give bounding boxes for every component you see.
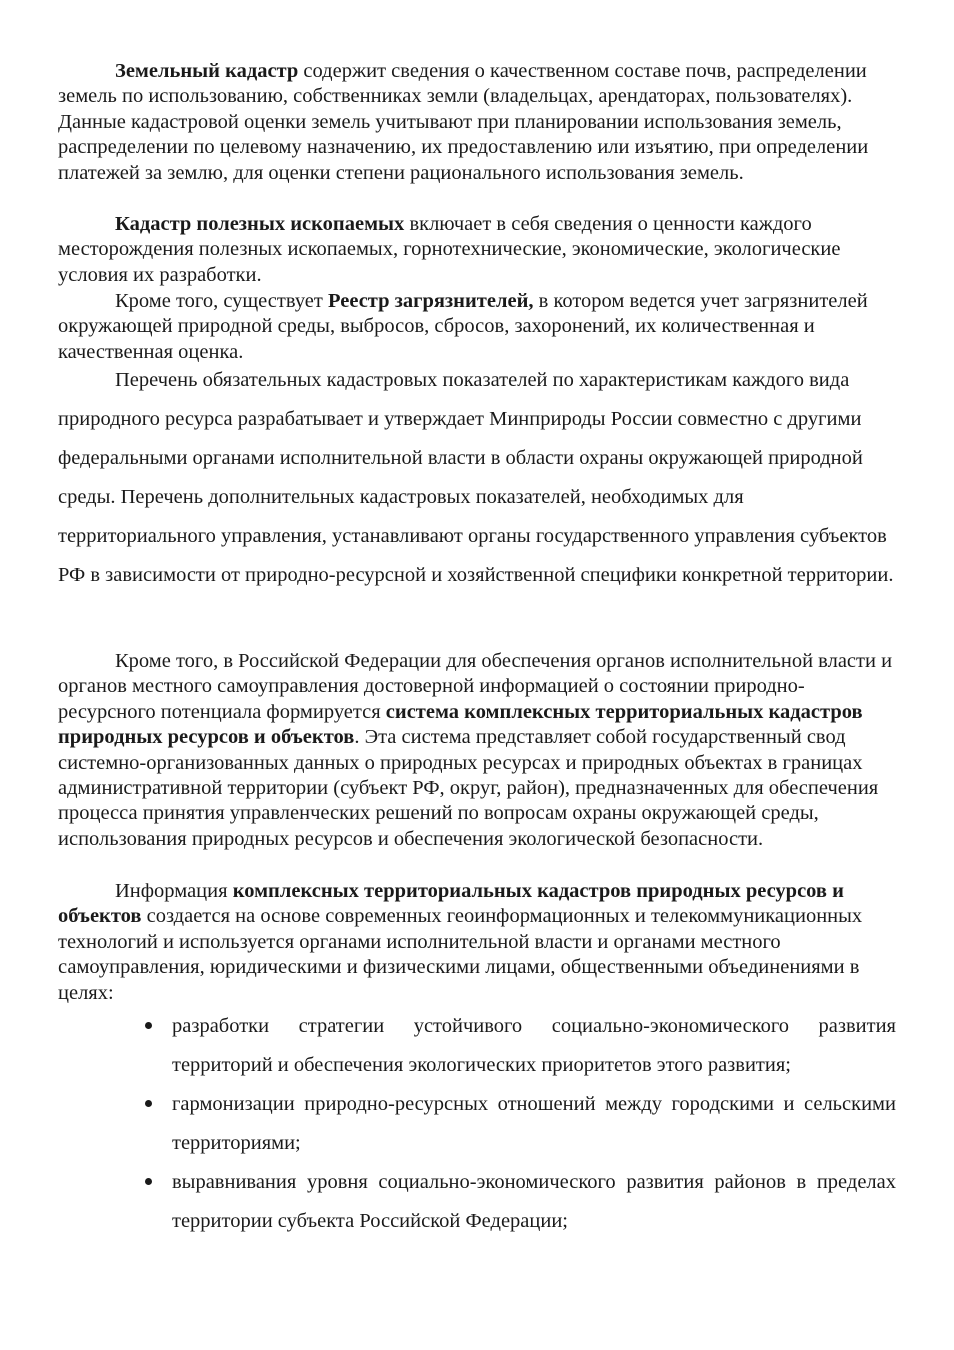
list-item bbox=[0, 1163, 954, 1241]
term-complex-cadastre: комплексных территориальных кадастров природных ресурсов и объектов bbox=[58, 880, 844, 928]
paragraph-pollutant-registry bbox=[58, 289, 898, 365]
term-complex-cadastre-system: система комплексных территориальных кадастров природных ресурсов и объектов bbox=[58, 700, 863, 749]
paragraph-text: в котором ведется учет загрязнителей окружающей природной среды, выбросов, сбросов, захоронений, их количественная и качественная оценка. bbox=[58, 290, 868, 363]
bullet-icon bbox=[145, 1178, 152, 1185]
list-item-text: выравнивания уровня социально-экономического развития районов в пределах территории субъекта Российской Федерации; bbox=[172, 1171, 896, 1232]
paragraph-land-cadastre bbox=[58, 59, 898, 186]
bullet-icon bbox=[145, 1100, 152, 1107]
paragraph-complex-cadastre-information bbox=[58, 879, 898, 1006]
list-item-text: гармонизации природно-ресурсных отношений между городскими и сельскими территориями; bbox=[172, 1093, 896, 1154]
paragraph-text: Информация bbox=[115, 880, 233, 902]
paragraph-text: Кроме того, существует bbox=[115, 290, 328, 312]
list-item bbox=[0, 1085, 954, 1163]
term-mineral-cadastre: Кадастр полезных ископаемых bbox=[115, 213, 405, 235]
bullet-icon bbox=[145, 1022, 152, 1029]
paragraph-text: Кроме того, в Российской Федерации для обеспечения органов исполнительной власти и органов местного самоуправления достоверной информацией о состоянии природно-ресурсного потенциала формируется bbox=[58, 650, 893, 723]
paragraph-text: включает в себя сведения о ценности каждого месторождения полезных ископаемых, горнотехнические, экономические, экологические условия их разработки. bbox=[58, 213, 841, 286]
paragraph-text: содержит сведения о качественном составе почв, распределении земель по использованию, собственниках земли (владельцах, арендаторах, пользователях). Данные кадастровой оценки земель учитывают при планировании использования земель, распределении по целевому назначению, их предоставлению или изъятию, при определении платежей за землю, для оценки степени рационального использования земель. bbox=[58, 60, 869, 184]
list-item bbox=[0, 1007, 954, 1085]
paragraph-cadastral-indicators bbox=[58, 361, 898, 595]
list-item-text: разработки стратегии устойчивого социально-экономического развития территорий и обеспечения экологических приоритетов этого развития; bbox=[172, 1015, 896, 1076]
term-pollutant-registry: Реестр загрязнителей, bbox=[328, 290, 534, 312]
paragraph-text: Перечень обязательных кадастровых показателей по характеристикам каждого вида природного ресурса разрабатывает и утверждает Минприроды России совместно с другими федеральными органами исполнительной власти в области охраны окружающей природной среды. Перечень дополнительных кадастровых показателей, необходимых для территориального управления, устанавливают органы государственного управления субъектов РФ в зависимости от природно-ресурсной и хозяйственной специфики конкретной территории. bbox=[58, 369, 894, 586]
paragraph-text: создается на основе современных геоинформационных и телекоммуникационных технологий и используется органами исполнительной власти и органами местного самоуправления, юридическими и физическими лицами, общественными объединениями в целях: bbox=[58, 905, 863, 1004]
paragraph-mineral-cadastre bbox=[58, 212, 898, 288]
purposes-list bbox=[0, 1007, 954, 1241]
paragraph-text: . Эта система представляет собой государственный свод системно-организованных данных о природных ресурсах и природных объектах в границах административной территории (субъект РФ, округ, район), предназначенных для обеспечения процесса принятия управленческих решений по вопросам охраны окружающей среды, использования природных ресурсов и обеспечения экологической безопасности. bbox=[58, 726, 879, 850]
term-land-cadastre: Земельный кадастр bbox=[115, 60, 299, 82]
paragraph-complex-cadastre-system bbox=[58, 649, 898, 852]
